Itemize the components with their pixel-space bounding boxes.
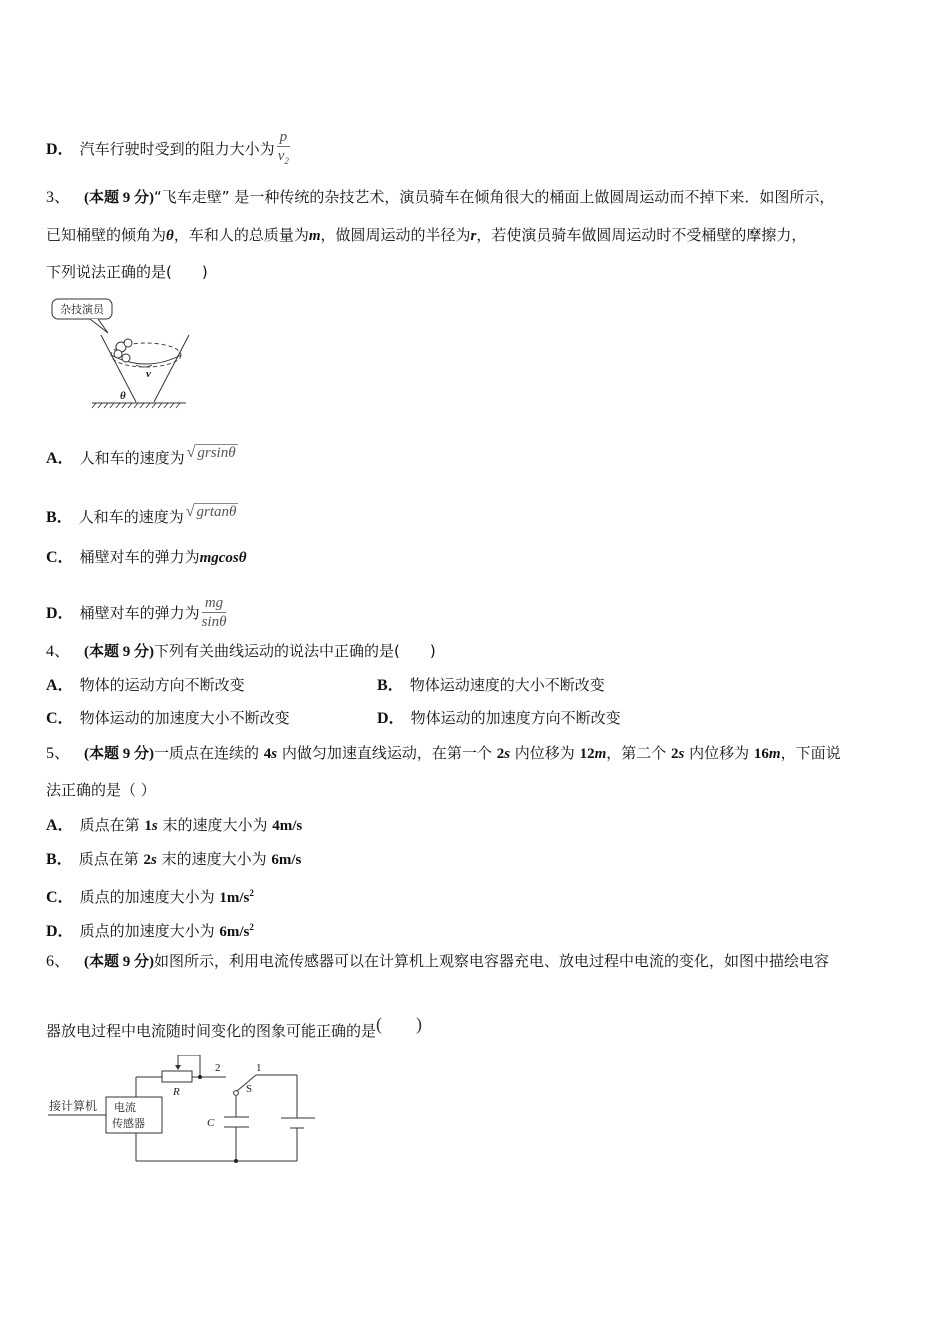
svg-text:C: C bbox=[207, 1117, 215, 1129]
q3-option-d: D． 桶壁对车的弹力为 $\frac{mg}{\sin\theta}$ bbox=[46, 595, 227, 630]
q3-stem-line2: 已知桶壁的倾角为θ，车和人的总质量为m，做圆周运动的半径为r，若使演员骑车做圆周运动时不受桶壁的摩擦力， bbox=[46, 226, 807, 244]
q3-stem-line3: 下列说法正确的是( ) bbox=[46, 263, 208, 281]
callout-text: 杂技演员 bbox=[60, 303, 104, 316]
q5-stem-line2: 法正确的是（ ） bbox=[46, 781, 156, 799]
svg-text:2: 2 bbox=[215, 1062, 221, 1074]
option-text: 汽车行驶时受到的阻力大小为 bbox=[79, 140, 275, 158]
q5-option-c: C． 质点的加速度大小为 $1m/s^2$ bbox=[46, 888, 254, 906]
q6-circuit-diagram bbox=[44, 1055, 334, 1170]
svg-text:R: R bbox=[173, 1086, 180, 1098]
q4-option-d: D． 物体运动的加速度方向不断改变 bbox=[377, 709, 621, 727]
q2-option-d bbox=[46, 128, 290, 170]
svg-text:1: 1 bbox=[256, 1062, 262, 1074]
fraction: $\frac{mg}{\sin\theta}$ bbox=[201, 595, 227, 630]
q3-figure-bucket bbox=[46, 295, 196, 410]
fraction: $\frac{p}{v_2}$ bbox=[277, 129, 289, 166]
svg-text:电流: 电流 bbox=[114, 1101, 136, 1114]
answer-blank: () bbox=[376, 1014, 457, 1034]
q3-option-b: B． 人和车的速度为 √ grtanθ bbox=[46, 503, 237, 526]
q3-stem-line1: 3、 (本题 9 分)“飞车走壁” 是一种传统的杂技艺术，演员骑车在倾角很大的桶面上做圆周运动而不掉下来．如图所示， bbox=[46, 188, 835, 206]
q5-option-b: B． 质点在第 2s 末的速度大小为 6m/s bbox=[46, 850, 302, 868]
q4-stem: 4、 (本题 9 分)下列有关曲线运动的说法中正确的是( ) bbox=[46, 642, 436, 660]
q4-option-b: B． 物体运动速度的大小不断改变 bbox=[377, 676, 605, 694]
sqrt-expression: √ grtanθ bbox=[185, 503, 237, 520]
svg-text:传感器: 传感器 bbox=[112, 1117, 145, 1130]
q4-option-a: A． 物体的运动方向不断改变 bbox=[46, 676, 245, 694]
q3-option-a: A． 人和车的速度为 √ grsinθ bbox=[46, 444, 236, 467]
option-label: D． bbox=[46, 141, 74, 158]
svg-text:S: S bbox=[246, 1083, 253, 1095]
q6-stem-line2: 器放电过程中电流随时间变化的图象可能正确的是() bbox=[46, 1014, 457, 1040]
q6-stem-line1: 6、 (本题 9 分)如图所示，利用电流传感器可以在计算机上观察电容器充电、放电过程中电流的变化，如图中描绘电容 bbox=[46, 952, 830, 970]
svg-text:v: v bbox=[146, 368, 151, 380]
q5-stem-line1: 5、 (本题 9 分)一质点在连续的 4s 内做匀加速直线运动，在第一个 2s 内位移为 12m，第二个 2s 内位移为 16m，下面说 bbox=[46, 744, 841, 762]
q5-option-d: D． 质点的加速度大小为 $6m/s^2$ bbox=[46, 922, 254, 940]
svg-text:θ: θ bbox=[120, 390, 126, 402]
q4-option-c: C． 物体运动的加速度大小不断改变 bbox=[46, 709, 290, 727]
q5-option-a: A． 质点在第 1s 末的速度大小为 4m/s bbox=[46, 816, 303, 834]
q3-option-c: C． 桶壁对车的弹力为mgcosθ bbox=[46, 548, 247, 566]
svg-text:接计算机: 接计算机 bbox=[49, 1099, 98, 1113]
sqrt-expression: √ grsinθ bbox=[186, 444, 236, 461]
